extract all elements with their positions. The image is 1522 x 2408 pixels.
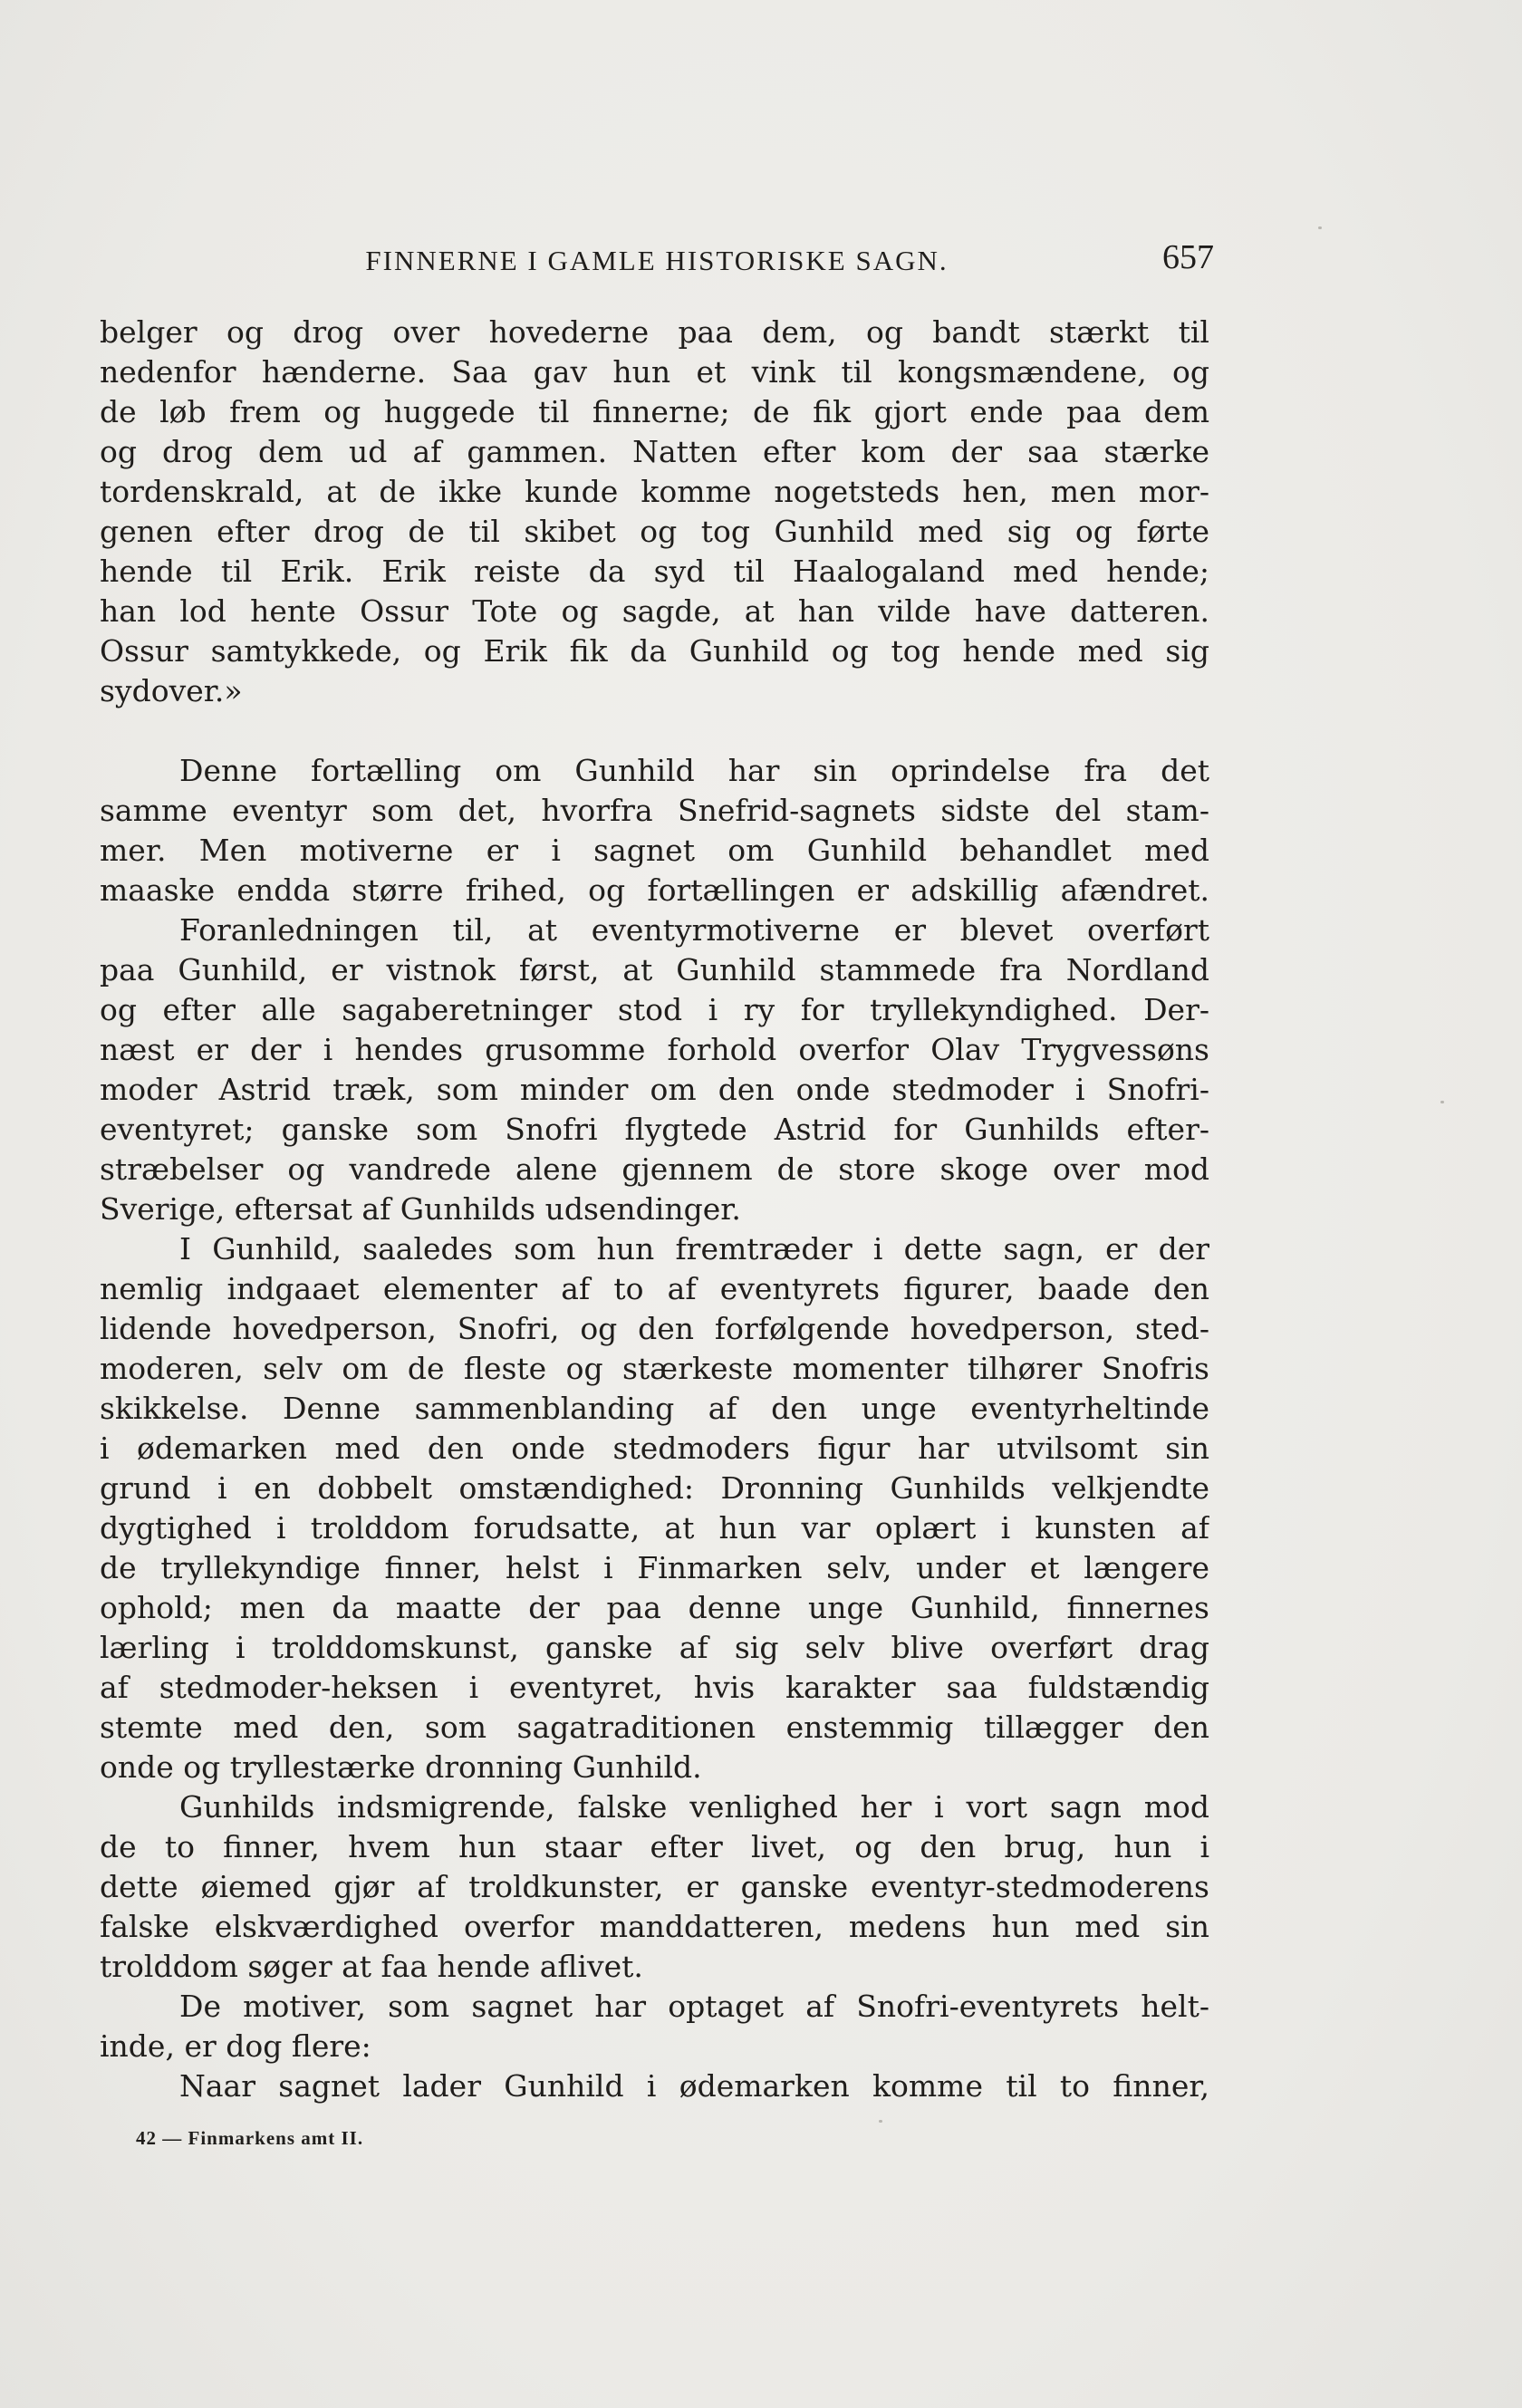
text-line: grund i en dobbelt omstændighed: Dronning Gunhilds velkjendte (100, 1470, 1209, 1506)
text-line: sydover.» (100, 673, 243, 708)
paper-speck (1440, 1101, 1444, 1103)
text-line: og efter alle sagaberetninger stod i ry for tryllekyndighed. Der- (100, 992, 1209, 1027)
signature-mark: 42 — Finmarkens amt II. (136, 2127, 364, 2149)
text-line: nemlig indgaaet elementer af to af eventyrets figurer, baade den (100, 1271, 1209, 1306)
text-line: moderen, selv om de fleste og stærkeste momenter tilhører Snofris (100, 1351, 1209, 1386)
text-line: tordenskrald, at de ikke kunde komme nogetsteds hen, men mor- (100, 474, 1209, 509)
text-line: af stedmoder-heksen i eventyret, hvis karakter saa fuldstændig (100, 1670, 1209, 1705)
text-line: dette øiemed gjør af troldkunster, er ganske eventyr-stedmoderens (100, 1869, 1209, 1904)
text-line: paa Gunhild, er vistnok først, at Gunhild stammede fra Nordland (100, 952, 1209, 987)
text-line: onde og tryllestærke dronning Gunhild. (100, 1749, 702, 1785)
text-line: lidende hovedperson, Snofri, og den forfølgende hovedperson, sted- (100, 1311, 1209, 1346)
text-line: samme eventyr som det, hvorfra Snefrid-sagnets sidste del stam- (100, 793, 1209, 828)
text-line: inde, er dog flere: (100, 2028, 371, 2064)
page-number: 657 (1162, 238, 1214, 276)
paragraph-gap (100, 711, 1209, 751)
text-line: falske elskværdighed overfor manddatteren, medens hun med sin (100, 1909, 1209, 1944)
running-title: FINNERNE I GAMLE HISTORISKE SAGN. (365, 245, 949, 276)
text-line: Sverige, eftersat af Gunhilds udsendinger. (100, 1191, 741, 1227)
text-line: genen efter drog de til skibet og tog Gunhild med sig og førte (100, 514, 1209, 549)
text-line: moder Astrid træk, som minder om den onde stedmoder i Snofri- (100, 1072, 1209, 1107)
text-line: belger og drog over hovederne paa dem, og bandt stærkt til (100, 314, 1209, 350)
text-line: stemte med den, som sagatraditionen enstemmig tillægger den (100, 1710, 1209, 1745)
text-line: ophold; men da maatte der paa denne unge Gunhild, finnernes (100, 1590, 1209, 1625)
text-line: og drog dem ud af gammen. Natten efter kom der saa stærke (100, 434, 1209, 469)
text-line: næst er der i hendes grusomme forhold overfor Olav Trygvessøns (100, 1032, 1209, 1067)
text-line: lærling i trolddomskunst, ganske af sig selv blive overført drag (100, 1630, 1209, 1665)
text-line: han lod hente Ossur Tote og sagde, at han vilde have datteren. (100, 593, 1209, 629)
text-line: mer. Men motiverne er i sagnet om Gunhild behandlet med (100, 833, 1209, 868)
text-line: i ødemarken med den onde stedmoders figur har utvilsomt sin (100, 1430, 1209, 1466)
paper-speck (879, 2120, 882, 2123)
running-head (100, 237, 1214, 283)
text-line: de tryllekyndige finner, helst i Finmarken selv, under et længere (100, 1550, 1209, 1585)
text-line: nedenfor hænderne. Saa gav hun et vink til kongsmændene, og (100, 354, 1209, 390)
text-line: Foranledningen til, at eventyrmotiverne er blevet overført (179, 912, 1209, 948)
text-line: eventyret; ganske som Snofri flygtede Astrid for Gunhilds efter- (100, 1112, 1209, 1147)
text-line: trolddom søger at faa hende aflivet. (100, 1949, 643, 1984)
text-line: Naar sagnet lader Gunhild i ødemarken komme til to finner, (179, 2068, 1209, 2104)
text-line: maaske endda større frihed, og fortællingen er adskillig afændret. (100, 872, 1209, 908)
text-line: de løb frem og huggede til finnerne; de fik gjort ende paa dem (100, 394, 1209, 429)
text-line: De motiver, som sagnet har optaget af Snofri-eventyrets helt- (179, 1989, 1209, 2024)
text-line: I Gunhild, saaledes som hun fremtræder i dette sagn, er der (179, 1231, 1209, 1267)
text-line: stræbelser og vandrede alene gjennem de store skoge over mod (100, 1151, 1209, 1187)
body-text (100, 313, 1209, 2106)
paper-speck (1318, 226, 1322, 229)
text-line: dygtighed i trolddom forudsatte, at hun var oplært i kunsten af (100, 1510, 1209, 1546)
text-line: hende til Erik. Erik reiste da syd til Haalogaland med hende; (100, 554, 1209, 589)
text-line: Ossur samtykkede, og Erik fik da Gunhild og tog hende med sig (100, 633, 1209, 669)
text-line: de to finner, hvem hun staar efter livet, og den brug, hun i (100, 1829, 1209, 1864)
text-line: Gunhilds indsmigrende, falske venlighed her i vort sagn mod (179, 1789, 1209, 1825)
text-line: Denne fortælling om Gunhild har sin oprindelse fra det (179, 753, 1209, 788)
text-line: skikkelse. Denne sammenblanding af den unge eventyrheltinde (100, 1391, 1209, 1426)
